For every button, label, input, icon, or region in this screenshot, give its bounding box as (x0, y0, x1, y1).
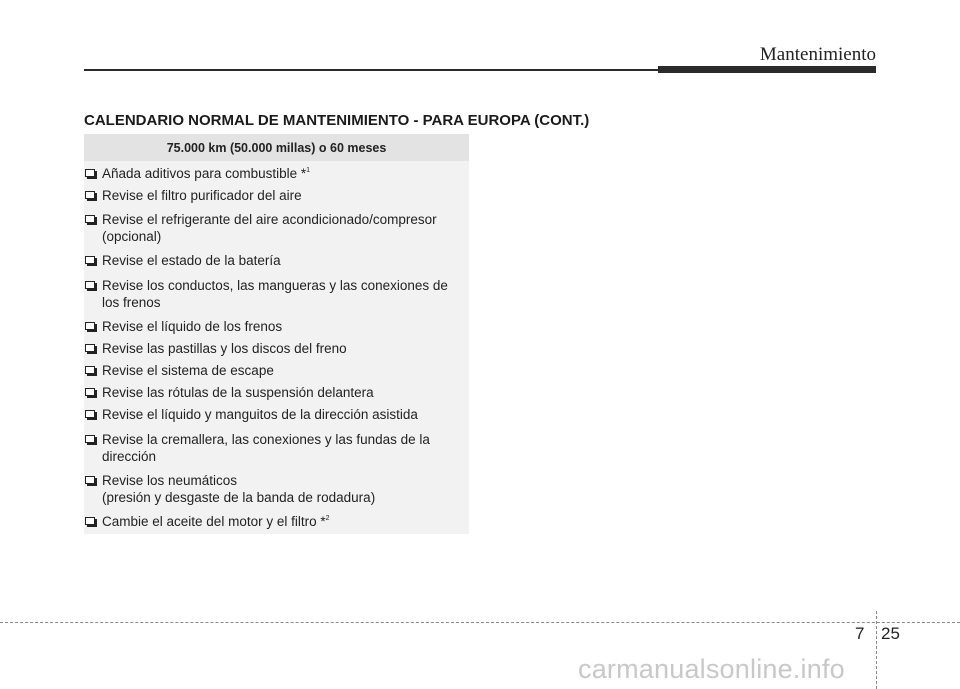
maintenance-item (84, 187, 464, 204)
maintenance-item (84, 384, 464, 401)
item-text: Revise los neumáticos (102, 473, 238, 488)
page-number: 25 (881, 624, 900, 643)
item-text: Revise el sistema de escape (102, 363, 274, 378)
item-text: Revise las pastillas y los discos del freno (102, 341, 347, 356)
checkbox-icon (85, 388, 95, 396)
item-text: Revise los conductos, las mangueras y las conexiones de (102, 278, 448, 293)
maintenance-item (84, 318, 464, 335)
header-rule (84, 69, 660, 71)
chapter-number: 7 (855, 624, 865, 643)
item-text-continued: (opcional) (102, 229, 162, 244)
item-text: Revise la cremallera, las conexiones y las fundas de la (102, 432, 430, 447)
checkbox-icon (85, 366, 95, 374)
checkbox-icon (85, 476, 95, 484)
checkbox-icon (85, 215, 95, 223)
maintenance-item (84, 513, 464, 530)
checkbox-icon (85, 169, 95, 177)
maintenance-item (84, 406, 464, 423)
watermark: carmanualsonline.info (578, 654, 845, 684)
item-text: Añada aditivos para combustible * (102, 166, 307, 181)
maintenance-item-list (84, 161, 469, 531)
maintenance-item (84, 277, 464, 311)
footer-rule (0, 622, 960, 623)
checkbox-icon (85, 322, 95, 330)
maintenance-item (84, 362, 464, 379)
maintenance-item (84, 211, 464, 245)
maintenance-item (84, 252, 464, 269)
table-header: 75.000 km (50.000 millas) o 60 meses (84, 134, 469, 161)
checkbox-icon (85, 344, 95, 352)
item-text: Revise el filtro purificador del aire (102, 188, 302, 203)
header-rule-accent (658, 66, 876, 73)
item-text: Revise el estado de la batería (102, 253, 281, 268)
maintenance-item (84, 340, 464, 357)
checkbox-icon (85, 281, 95, 289)
maintenance-table (84, 134, 469, 534)
footnote-marker: 2 (325, 515, 330, 522)
footnote-marker: 1 (306, 167, 311, 174)
maintenance-item (84, 472, 464, 506)
running-header-title: Mantenimiento (759, 44, 876, 65)
maintenance-item (84, 165, 464, 182)
item-text-continued: (presión y desgaste de la banda de rodadura) (102, 490, 376, 505)
item-text: Revise el refrigerante del aire acondicionado/compresor (102, 212, 437, 227)
checkbox-icon (85, 256, 95, 264)
maintenance-item (84, 431, 464, 465)
item-text: Revise las rótulas de la suspensión delantera (102, 385, 374, 400)
checkbox-icon (85, 517, 95, 525)
item-text: Cambie el aceite del motor y el filtro * (102, 514, 326, 529)
checkbox-icon (85, 191, 95, 199)
item-text-continued: los frenos (102, 295, 161, 310)
item-text-continued: dirección (102, 449, 157, 464)
checkbox-icon (85, 435, 95, 443)
item-text: Revise el líquido de los frenos (102, 319, 283, 334)
item-text: Revise el líquido y manguitos de la dirección asistida (102, 407, 418, 422)
section-title: CALENDARIO NORMAL DE MANTENIMIENTO - PARA EUROPA (CONT.) (84, 112, 590, 129)
footer-divider (876, 611, 877, 689)
checkbox-icon (85, 410, 95, 418)
